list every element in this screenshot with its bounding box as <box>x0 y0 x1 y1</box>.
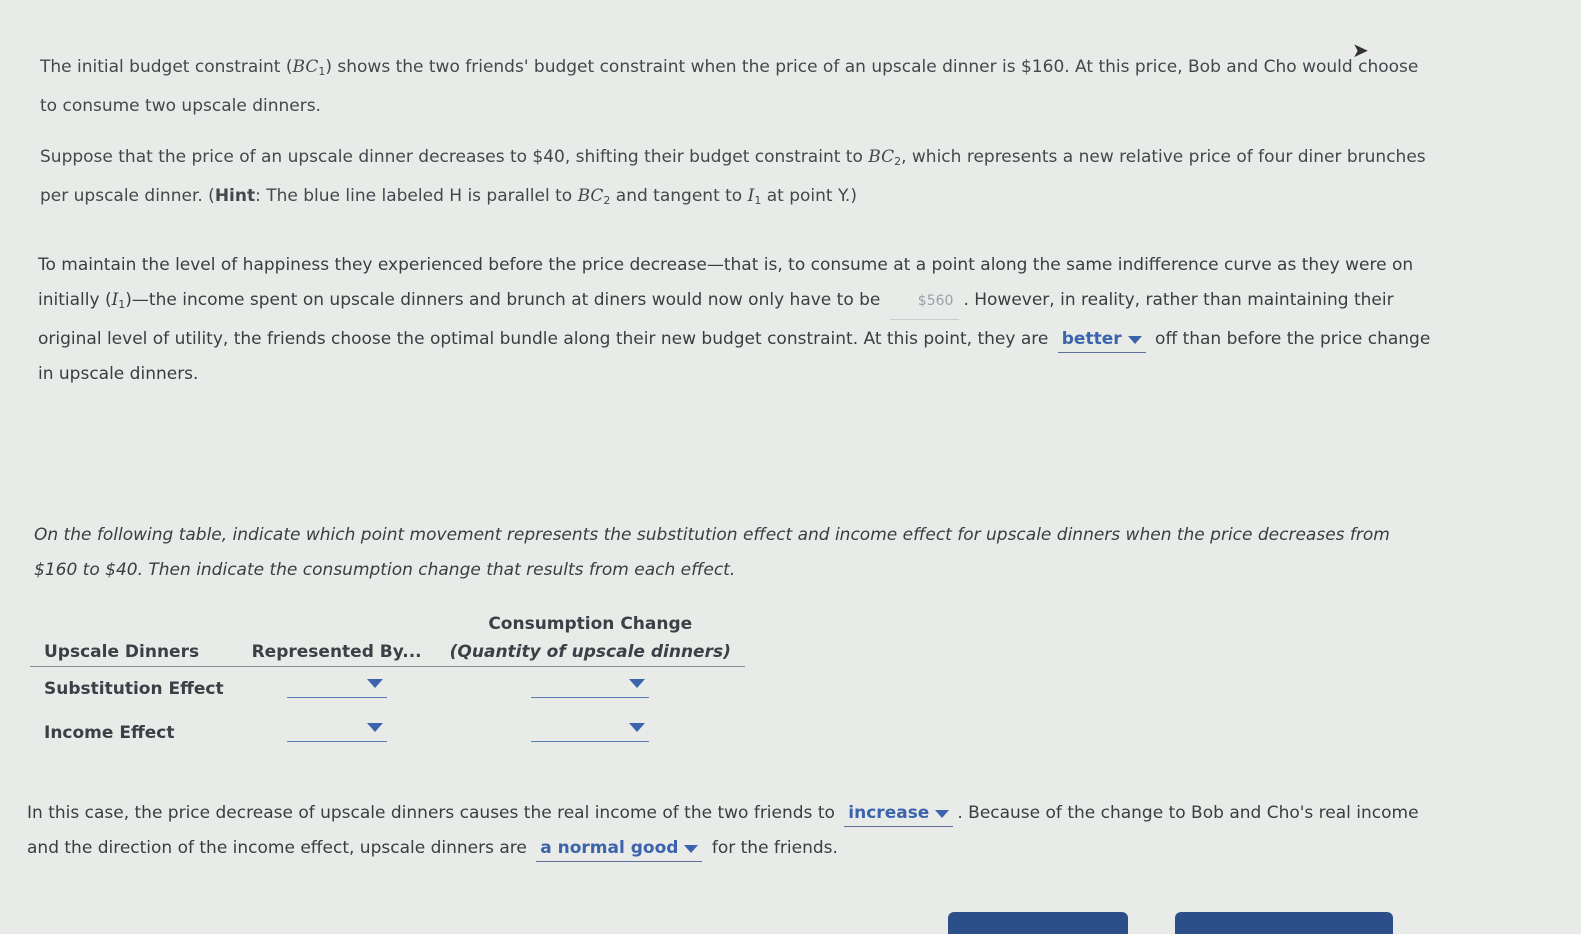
income-amount-field[interactable]: $560 <box>890 284 960 320</box>
next-button[interactable] <box>1175 912 1393 934</box>
paragraph-price-decrease: Suppose that the price of an upscale dinner decreases to $40, shifting their budget constraint to $BC_2$, which represents a new relative price of four diner brunches per upscale dinner. (Hint: The blue line labeled H is parallel to $BC_2$ and tangent to $I_1$ at point Y.) <box>40 147 1426 207</box>
dropdown-arrow-icon <box>367 723 383 732</box>
dropdown-value: better <box>1061 329 1122 349</box>
row-label-income: Income Effect <box>44 723 175 743</box>
mouse-cursor-icon: ➤ <box>1352 38 1369 62</box>
paragraph-initial-budget: The initial budget constraint $(BC_1)$ shows the two friends' budget constraint when the price of an upscale dinner is $160. At this price, Bob and Cho would choose to consume two upscale dinners. <box>40 57 1419 116</box>
real-income-dropdown[interactable] <box>844 800 953 827</box>
dropdown-value: increase <box>848 803 930 823</box>
col-upscale-dinners: Upscale Dinners <box>30 638 238 667</box>
col-consumption-change: Consumption Change <box>488 614 693 634</box>
col-quantity: (Quantity of upscale dinners) <box>436 638 745 667</box>
dropdown-arrow-icon <box>629 723 645 732</box>
dropdown-arrow-icon <box>684 845 698 853</box>
paragraph-maintain-happiness: To maintain the level of happiness they experienced before the price decrease—that is, to consume at a point along the same indifference curve as they were on initially $(I_1)—the$ income spent on upscale dinners and brunch at diners would now only have to be $560 . However, in reality, rather than maintaining their original level of utility, the friends choose the optimal bundle along their new budget constraint. At this point, they are better off than before the price change in upscale dinners. <box>38 255 1431 384</box>
grade-button[interactable] <box>948 912 1128 934</box>
paragraph-real-income: In this case, the price decrease of upscale dinners causes the real income of the two friends to increase . Because of the change to Bob and Cho's real income and the direction of the income effect, upscale dinners are a normal good for the friends. <box>27 796 1427 866</box>
col-represented-by: Represented By... <box>238 638 436 667</box>
better-worse-dropdown[interactable] <box>1058 326 1146 353</box>
row-label-substitution: Substitution Effect <box>44 679 224 699</box>
paragraph-table-instructions: On the following table, indicate which point movement represents the substitution effect and income effect for upscale dinners when the price decreases from $160 to $40. Then indicate the consumption change that results from each effect. <box>34 525 1390 580</box>
dropdown-arrow-icon <box>1128 336 1142 344</box>
dropdown-arrow-icon <box>367 679 383 688</box>
substitution-change-dropdown[interactable] <box>531 675 649 698</box>
substitution-represented-dropdown[interactable] <box>287 675 387 698</box>
dropdown-value: a normal good <box>540 838 679 858</box>
income-change-dropdown[interactable] <box>531 719 649 742</box>
table-row <box>30 711 745 755</box>
income-represented-dropdown[interactable] <box>287 719 387 742</box>
dropdown-arrow-icon <box>629 679 645 688</box>
dropdown-arrow-icon <box>935 810 949 818</box>
good-type-dropdown[interactable] <box>536 835 702 862</box>
effects-table <box>30 610 745 755</box>
table-row <box>30 667 745 712</box>
